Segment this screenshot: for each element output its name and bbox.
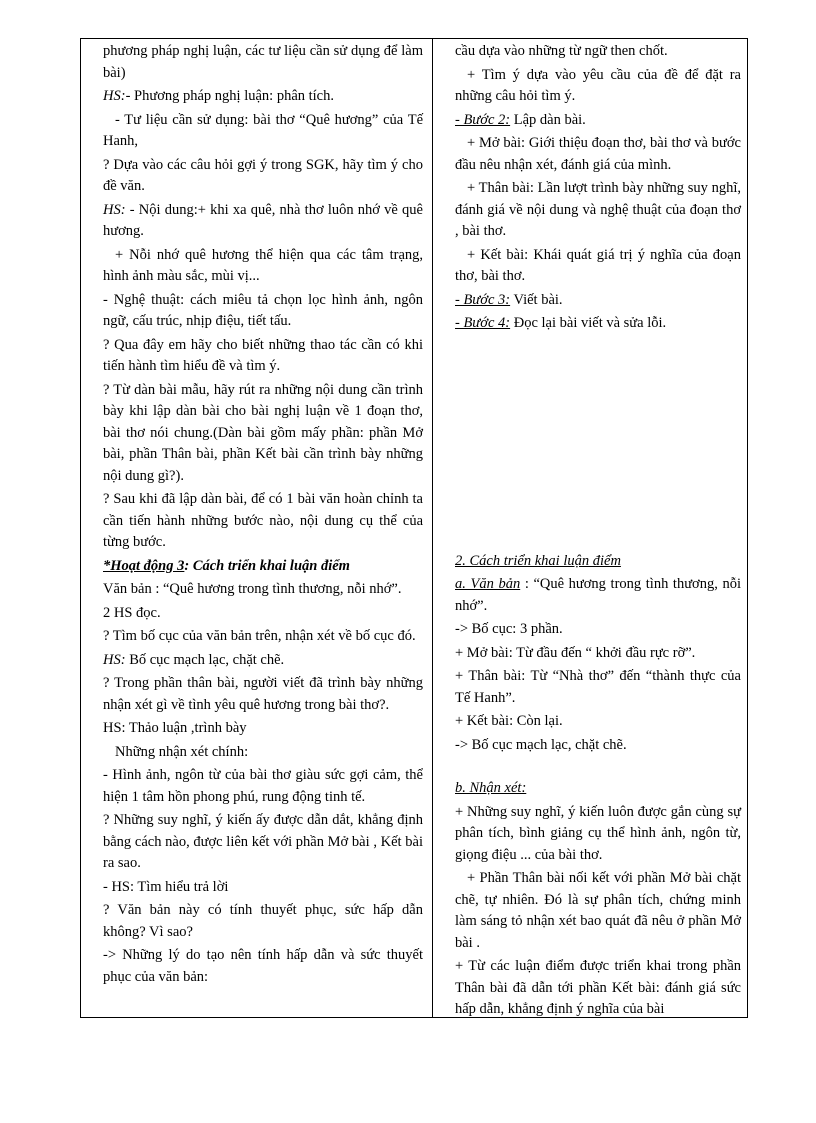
paragraph-text: - HS: Tìm hiểu trả lời	[103, 878, 229, 895]
lead-label: HS:	[103, 201, 126, 218]
left-paragraph	[103, 489, 423, 554]
right-paragraph	[455, 778, 741, 800]
spacer	[455, 337, 741, 551]
paragraph-text: + Kết bài: Còn lại.	[455, 713, 563, 729]
left-paragraph	[103, 603, 423, 625]
left-paragraph	[103, 579, 423, 601]
right-paragraph	[455, 41, 741, 63]
right-paragraph	[455, 178, 741, 243]
left-paragraph	[103, 945, 423, 988]
left-column	[103, 41, 423, 990]
right-paragraph	[455, 802, 741, 867]
paragraph-text: -> Bố cục: 3 phần.	[455, 621, 563, 637]
paragraph-text: + Phần Thân bài nối kết với phần Mở bài chặt chẽ, tự nhiên. Đó là sự phân tích, chứng minh làm sáng tỏ nhận xét bao quát đã nêu ở phần Mở bài .	[455, 870, 741, 951]
paragraph-text: cầu dựa vào những từ ngữ then chốt.	[455, 43, 668, 59]
left-paragraph	[103, 718, 423, 740]
right-paragraph	[455, 290, 741, 312]
paragraph-text: -> Những lý do tạo nên tính hấp dẫn và sức thuyết phục của văn bản:	[103, 947, 423, 985]
left-paragraph	[103, 742, 423, 764]
paragraph-text: - Hình ảnh, ngôn từ của bài thơ giàu sức gợi cảm, thể hiện 1 tâm hồn phong phú, rung động tinh tế.	[103, 767, 423, 805]
paragraph-text: + Thân bài: Từ “Nhà thơ” đến “thành thực của Tế Hanh”.	[455, 668, 741, 706]
paragraph-text: + Những suy nghĩ, ý kiến luôn được gắn cùng sự phân tích, bình giảng cụ thể hình ảnh, ngôn từ, giọng điệu ... của bài thơ.	[455, 803, 741, 863]
paragraph-text: - Tư liệu cần sử dụng: bài thơ “Quê hương” của Tế Hanh,	[103, 111, 423, 149]
right-paragraph	[455, 619, 741, 641]
paragraph-text: ? Những suy nghĩ, ý kiến ấy được dẫn dắt, khẳng định bằng cách nào, được liên kết với phần Mở bài , Kết bài ra sao.	[103, 812, 423, 871]
paragraph-text: Những nhận xét chính:	[115, 743, 249, 760]
left-paragraph	[103, 110, 423, 153]
paragraph-text: ? Sau khi đã lập dàn bài, để có 1 bài văn hoàn chỉnh ta cần tiến hành những bước nào, nội dung cụ thể của từng bước.	[103, 491, 423, 550]
paragraph-text: Bố cục mạch lạc, chặt chẽ.	[125, 651, 285, 668]
right-paragraph	[455, 868, 741, 954]
left-paragraph	[103, 290, 423, 333]
paragraph-text: Viết bài.	[510, 291, 563, 308]
paragraph-text: + Kết bài: Khái quát giá trị ý nghĩa của đoạn thơ, bài thơ.	[455, 246, 741, 284]
left-paragraph	[103, 155, 423, 198]
right-paragraph	[455, 735, 741, 757]
column-divider	[432, 39, 433, 1017]
lead-label: HS:	[103, 651, 126, 668]
left-paragraph	[103, 810, 423, 875]
paragraph-text: Văn bản : “Quê hương trong tình thương, nỗi nhớ”.	[103, 581, 402, 597]
paragraph-text: 2 HS đọc.	[103, 604, 161, 621]
left-paragraph	[103, 200, 423, 243]
paragraph-text: ? Trong phần thân bài, người viết đã trình bày những nhận xét gì về tình yêu quê hương trong bài thơ?.	[103, 675, 423, 713]
paragraph-text: ? Qua đây em hãy cho biết những thao tác cần có khi tiến hành tìm hiểu đề và tìm ý.	[103, 336, 423, 374]
paragraph-text: + Nỗi nhớ quê hương thể hiện qua các tâm trạng, hình ảnh màu sắc, mùi vị...	[103, 246, 423, 284]
left-paragraph	[103, 877, 423, 899]
right-paragraph	[455, 65, 741, 108]
section-heading-text: : Cách triển khai luận điểm	[184, 557, 350, 574]
paragraph-text: Lập dàn bài.	[510, 111, 586, 128]
paragraph-text: + Mở bài: Giới thiệu đoạn thơ, bài thơ và bước đầu nêu nhận xét, đánh giá của mình.	[455, 135, 741, 173]
right-paragraph	[455, 711, 741, 733]
paragraph-text: + Tìm ý dựa vào yêu cầu của đề để đặt ra những câu hỏi tìm ý.	[455, 66, 741, 104]
left-paragraph	[103, 380, 423, 488]
left-paragraph	[103, 86, 423, 108]
left-paragraph	[103, 245, 423, 288]
lead-label: a. Văn bản	[455, 576, 521, 592]
right-paragraph	[455, 574, 741, 617]
lead-label: b. Nhận xét:	[455, 780, 527, 796]
paragraph-text: + Mở bài: Từ đầu đến “ khởi đầu rực rỡ”.	[455, 644, 696, 661]
paragraph-text: + Từ các luận điểm được triển khai trong phần Thân bài đã dẫn tới phần Kết bài: đánh giá sức hấp dẫn, khẳng định ý nghĩa của bài	[455, 958, 741, 1017]
left-paragraph	[103, 335, 423, 378]
paragraph-text: + Thân bài: Lần lượt trình bày những suy nghĩ, đánh giá về nội dung và nghệ thuật của đoạn thơ , bài thơ.	[455, 180, 741, 239]
lead-label: - Bước 2:	[455, 111, 511, 128]
section-heading: *Hoạt động 3	[103, 557, 185, 574]
paragraph-text: : “Quê hương trong tình thương, nỗi nhớ”.	[455, 576, 741, 614]
paragraph-text: -> Bố cục mạch lạc, chặt chẽ.	[455, 736, 627, 753]
right-paragraph	[455, 133, 741, 176]
lesson-table	[80, 38, 748, 1018]
paragraph-text: ? Từ dàn bài mẫu, hãy rút ra những nội dung cần trình bày khi lập dàn bài cho bài nghị luận về 1 đoạn thơ, bài thơ nói chung.(Dàn bài gồm mấy phần: phần Mở bài, phần Thân bài, phần Kết bài cần trình bày những nội dung gì?).	[103, 381, 423, 484]
left-paragraph	[103, 673, 423, 716]
paragraph-text: Đọc lại bài viết và sửa lỗi.	[510, 315, 667, 331]
right-paragraph	[455, 110, 741, 132]
paragraph-text: ? Dựa vào các câu hỏi gợi ý trong SGK, hãy tìm ý cho đề văn.	[103, 156, 423, 194]
lead-label: - Bước 4:	[455, 315, 511, 331]
right-paragraph	[455, 551, 741, 573]
left-paragraph	[103, 626, 423, 648]
paragraph-text: phương pháp nghị luận, các tư liệu cần sử dụng để làm bài)	[103, 43, 423, 81]
paragraph-text: - Phương pháp nghị luận: phân tích.	[125, 88, 334, 104]
right-paragraph	[455, 666, 741, 709]
paragraph-text: ? Tìm bố cục của văn bản trên, nhận xét về bố cục đó.	[103, 628, 416, 644]
spacer	[455, 758, 741, 778]
right-column	[455, 41, 741, 1023]
right-paragraph	[455, 956, 741, 1021]
left-paragraph	[103, 650, 423, 672]
lead-label: HS:	[103, 88, 126, 104]
left-paragraph	[103, 41, 423, 84]
left-paragraph	[103, 765, 423, 808]
paragraph-text: - Nội dung:+ khi xa quê, nhà thơ luôn nhớ về quê hương.	[103, 201, 423, 239]
right-paragraph	[455, 313, 741, 335]
right-paragraph	[455, 245, 741, 288]
left-paragraph	[103, 556, 423, 578]
paragraph-text: HS: Thảo luận ,trình bày	[103, 720, 247, 736]
paragraph-text: ? Văn bản này có tính thuyết phục, sức hấp dẫn không? Vì sao?	[103, 902, 423, 940]
lead-label: 2. Cách triển khai luận điểm	[455, 552, 621, 569]
right-paragraph	[455, 643, 741, 665]
left-paragraph	[103, 900, 423, 943]
lead-label: - Bước 3:	[455, 291, 511, 308]
paragraph-text: - Nghệ thuật: cách miêu tả chọn lọc hình ảnh, ngôn ngữ, cấu trúc, nhịp điệu, tiết tấu.	[103, 291, 423, 329]
